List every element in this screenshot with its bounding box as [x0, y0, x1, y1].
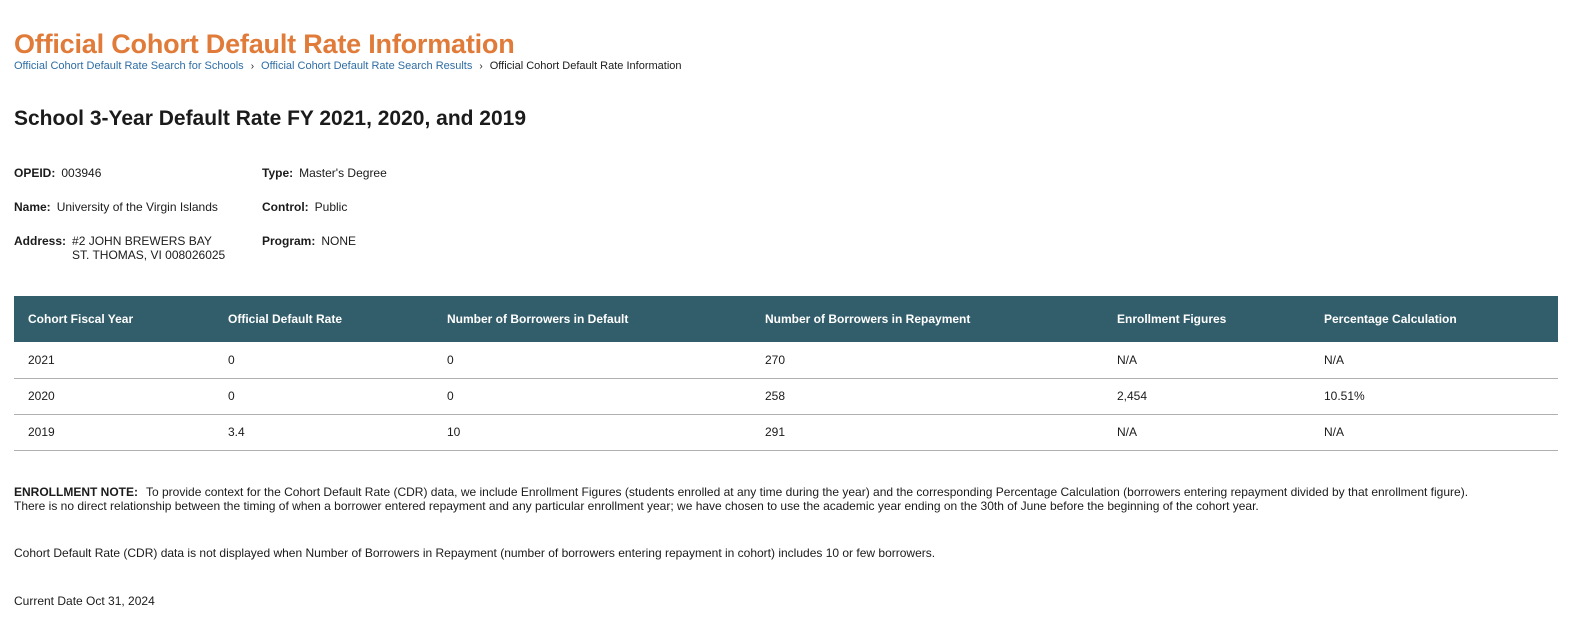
table-cell: 2021 [14, 342, 214, 378]
table-cell: 0 [214, 378, 433, 414]
address-line1: #2 JOHN BREWERS BAY [72, 234, 212, 248]
table-cell: 258 [751, 378, 1103, 414]
type-label: Type: [262, 166, 294, 180]
name-value: University of the Virgin Islands [56, 200, 218, 214]
table-cell: N/A [1103, 342, 1310, 378]
program-value: NONE [321, 234, 357, 248]
name-label: Name: [14, 200, 51, 214]
name-field [14, 200, 218, 214]
control-value: Public [314, 200, 348, 214]
default-rate-table [14, 296, 1558, 451]
current-date: Current Date Oct 31, 2024 [14, 594, 155, 608]
breadcrumb-link-search[interactable]: Official Cohort Default Rate Search for Schools [14, 60, 244, 72]
opeid-label: OPEID: [14, 166, 56, 180]
table-cell: 0 [433, 378, 751, 414]
table-row [14, 342, 1558, 378]
address-line2: ST. THOMAS, VI 008026025 [72, 248, 226, 262]
table-row [14, 378, 1558, 414]
table-cell: 2019 [14, 414, 214, 450]
breadcrumb-link-results[interactable]: Official Cohort Default Rate Search Results [261, 60, 473, 72]
control-label: Control: [262, 200, 309, 214]
chevron-right-icon: › [479, 61, 483, 72]
table-cell: 2,454 [1103, 378, 1310, 414]
program-label: Program: [262, 234, 316, 248]
column-header-percentage-calculation: Percentage Calculation [1310, 296, 1558, 342]
type-value: Master's Degree [299, 166, 387, 180]
column-header-borrowers-in-repayment: Number of Borrowers in Repayment [751, 296, 1103, 342]
breadcrumb [14, 59, 682, 74]
table-cell: 291 [751, 414, 1103, 450]
enrollment-note [14, 485, 1468, 513]
opeid-value: 003946 [61, 166, 102, 180]
enrollment-note-label: ENROLLMENT NOTE: [14, 485, 138, 499]
opeid-field [14, 166, 101, 180]
type-field [262, 166, 387, 180]
table-cell: 10 [433, 414, 751, 450]
address-field [14, 234, 225, 262]
table-cell: N/A [1103, 414, 1310, 450]
table-cell: N/A [1310, 414, 1558, 450]
table-cell: N/A [1310, 342, 1558, 378]
table-cell: 2020 [14, 378, 214, 414]
enrollment-note-line1: To provide context for the Cohort Default Rate (CDR) data, we include Enrollment Figures (students enrolled at any time during the year) and the corresponding Percentage Calculation (borrowers entering repayment divided by that enrollment figure). [146, 485, 1469, 499]
page-title: Official Cohort Default Rate Information [14, 29, 515, 59]
column-header-enrollment-figures: Enrollment Figures [1103, 296, 1310, 342]
column-header-official-default-rate: Official Default Rate [214, 296, 433, 342]
cdr-note: Cohort Default Rate (CDR) data is not displayed when Number of Borrowers in Repayment (number of borrowers entering repayment in cohort) includes 10 or few borrowers. [14, 546, 936, 560]
table-cell: 0 [433, 342, 751, 378]
column-header-cohort-fiscal-year: Cohort Fiscal Year [14, 296, 214, 342]
chevron-right-icon: › [250, 61, 255, 72]
table-cell: 10.51% [1310, 378, 1558, 414]
program-field [262, 234, 356, 248]
enrollment-note-line2: There is no direct relationship between the timing of when a borrower entered repayment and any particular enrollment year; we have chosen to use the academic year ending on the 30th of June before the beginning of the cohort year. [14, 499, 1259, 513]
table-row [14, 414, 1558, 450]
table-cell: 0 [214, 342, 433, 378]
column-header-borrowers-in-default: Number of Borrowers in Default [433, 296, 751, 342]
table-header-row [14, 296, 1558, 342]
section-title: School 3-Year Default Rate FY 2021, 2020, and 2019 [14, 107, 527, 130]
breadcrumb-current: Official Cohort Default Rate Information [489, 60, 682, 72]
table-cell: 3.4 [214, 414, 433, 450]
control-field [262, 200, 347, 214]
table-cell: 270 [751, 342, 1103, 378]
address-label: Address: [14, 234, 67, 248]
